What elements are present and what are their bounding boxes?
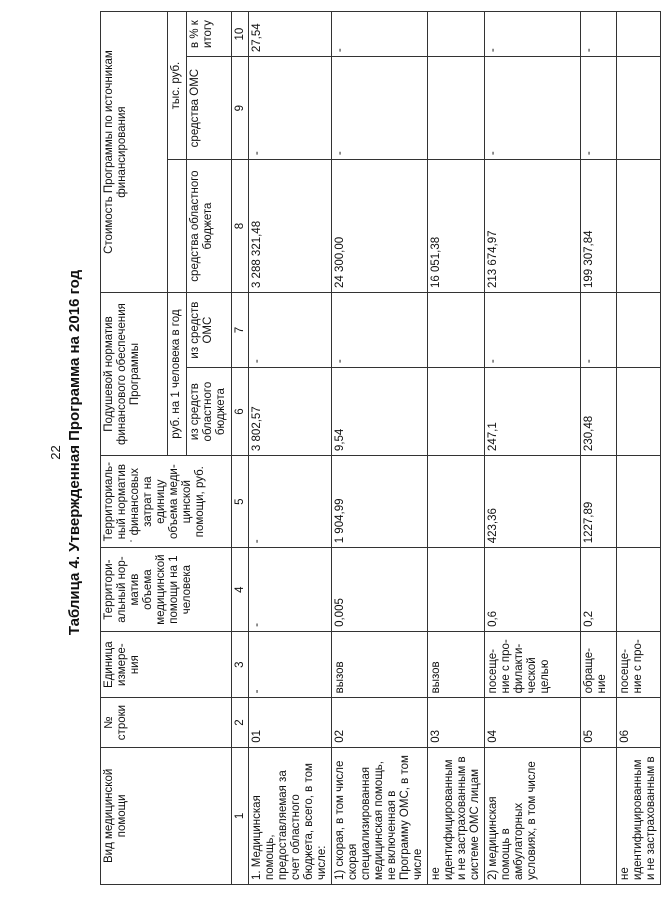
- row-volume: 0,6: [485, 548, 581, 632]
- row-no: 01: [249, 698, 332, 747]
- row-pct: -: [332, 12, 428, 57]
- row-unit: обраще-ние: [581, 631, 617, 697]
- col-number: 2: [232, 698, 249, 747]
- header-unit: Единица измере-ния: [101, 631, 232, 697]
- table-row: [332, 12, 428, 885]
- row-volume: 0,2: [581, 548, 617, 632]
- header-norm-volume: Территори-альный нор-матив объема медицинской помощи на 1 человека: [101, 548, 232, 632]
- table-title: Таблица 4. Утвержденная Программа на 2016 год: [66, 269, 83, 636]
- row-kind: не идентифицированным и не застрахованным в системе ОМС лицам: [428, 747, 485, 884]
- row-unit: -: [249, 631, 332, 697]
- header-percap: Подушевой норматив финансового обеспечения Программы: [101, 293, 168, 456]
- col-number: 9: [232, 57, 249, 160]
- header-cost-pct: в % к итогу: [187, 12, 232, 57]
- column-number-row: [232, 12, 249, 885]
- table-row: [617, 12, 661, 885]
- col-number: 8: [232, 160, 249, 293]
- col-number: 10: [232, 12, 249, 57]
- row-no: 02: [332, 698, 428, 747]
- row-pct: 27,54: [249, 12, 332, 57]
- row-cost-oms: [617, 57, 661, 160]
- row-unit: посеще-ние с про-филакти-ческой целью: [485, 631, 581, 697]
- row-no: 06: [617, 698, 661, 747]
- table-row: [428, 12, 485, 885]
- row-unit: посеще-ние с про-: [617, 631, 661, 697]
- header-percap-regional: из средств областного бюджета: [187, 368, 232, 456]
- header-cost-unit: тыс. руб.: [168, 12, 187, 160]
- row-cost-regional: 199 307,84: [581, 160, 617, 293]
- header-percap-unit: руб. на 1 человека в год: [168, 293, 187, 456]
- row-volume: [617, 548, 661, 632]
- row-unit: вызов: [428, 631, 485, 697]
- row-cost-regional: 24 300,00: [332, 160, 428, 293]
- header-cost-blank: [168, 160, 187, 293]
- row-percap-oms: [617, 293, 661, 368]
- row-cost-oms: -: [581, 57, 617, 160]
- row-percap-regional: [617, 368, 661, 456]
- row-percap-regional: 230,48: [581, 368, 617, 456]
- row-percap-regional: 3 802,57: [249, 368, 332, 456]
- row-percap-regional: [428, 368, 485, 456]
- row-percap-oms: -: [249, 293, 332, 368]
- col-number: 1: [232, 747, 249, 884]
- row-unit: вызов: [332, 631, 428, 697]
- row-cost-regional: 3 288 321,48: [249, 160, 332, 293]
- row-no: 05: [581, 698, 617, 747]
- row-cost-oms: -: [485, 57, 581, 160]
- program-table: [100, 11, 661, 885]
- row-pct: [428, 12, 485, 57]
- row-cost: 1227,89: [581, 456, 617, 548]
- header-kind: Вид медицинской помощи: [101, 747, 232, 884]
- row-percap-regional: 9,54: [332, 368, 428, 456]
- header-row-1: [101, 12, 168, 885]
- row-cost: [617, 456, 661, 548]
- row-pct: [617, 12, 661, 57]
- row-cost: 423,36: [485, 456, 581, 548]
- page-number: 22: [48, 445, 63, 460]
- row-percap-oms: -: [581, 293, 617, 368]
- header-cost-regional: средства областного бюджета: [187, 160, 232, 293]
- row-volume: 0,005: [332, 548, 428, 632]
- header-cost-oms: средства ОМС: [187, 57, 232, 160]
- row-volume: [428, 548, 485, 632]
- row-no: 03: [428, 698, 485, 747]
- row-cost-regional: 16 051,38: [428, 160, 485, 293]
- row-volume: -: [249, 548, 332, 632]
- row-cost: [428, 456, 485, 548]
- row-cost-regional: 213 674,97: [485, 160, 581, 293]
- row-pct: -: [485, 12, 581, 57]
- row-kind: не идентифицированным и не застрахованным в: [617, 747, 661, 884]
- row-cost-oms: -: [332, 57, 428, 160]
- table-row: [485, 12, 581, 885]
- col-number: 7: [232, 293, 249, 368]
- row-no: 04: [485, 698, 581, 747]
- header-norm-cost: Территориаль-ный норматив финансовых затрат на единицу объема меди-цинской помощи, руб.: [101, 456, 232, 548]
- row-cost-oms: [428, 57, 485, 160]
- row-kind: 2) медицинская помощь в амбулаторных условиях, в том числе: [485, 747, 581, 884]
- col-number: 3: [232, 631, 249, 697]
- row-cost: -: [249, 456, 332, 548]
- row-pct: -: [581, 12, 617, 57]
- row-cost: 1 904,99: [332, 456, 428, 548]
- row-cost-regional: [617, 160, 661, 293]
- header-row-no: № строки: [101, 698, 232, 747]
- row-cost-oms: -: [249, 57, 332, 160]
- header-percap-oms: из средств ОМС: [187, 293, 232, 368]
- row-percap-oms: -: [485, 293, 581, 368]
- row-kind: 1. Медицинская помощь, предоставляемая за счет областного бюджета, всего, в том числе:: [249, 747, 332, 884]
- row-percap-oms: [428, 293, 485, 368]
- header-cost: Стоимость Программы по источникам финансирования: [101, 12, 168, 293]
- row-kind: [581, 747, 617, 884]
- row-kind: 1) скорая, в том числе скорая специализированная медицинская помощь, не включенная в Программу ОМС, в том числе: [332, 747, 428, 884]
- row-percap-oms: -: [332, 293, 428, 368]
- row-percap-regional: 247,1: [485, 368, 581, 456]
- col-number: 4: [232, 548, 249, 632]
- col-number: 5: [232, 456, 249, 548]
- col-number: 6: [232, 368, 249, 456]
- table-row: [581, 12, 617, 885]
- table-row: [249, 12, 332, 885]
